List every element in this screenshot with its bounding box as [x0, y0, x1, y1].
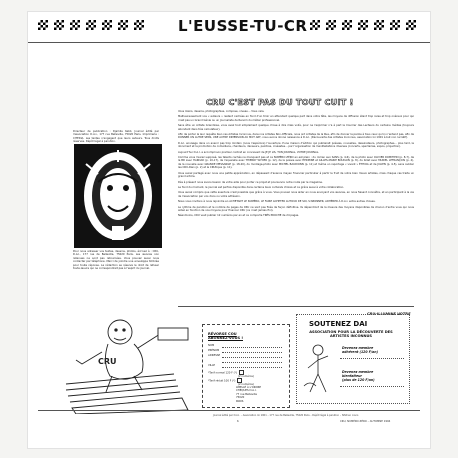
header-title: L'EUSSE-TU-CR [178, 17, 308, 35]
form-line [222, 362, 282, 363]
article-paragraph: Afin de porter la leur requête bien ces Artistes Inconnus, dans nos Artistes Non-Officiels, nous ont Artistes de la Rue, afin de donner la parole à tous ceux qu'on n'entend pas, afin de DONNER UN AUTRE SENS, UNE AUTRE DIMENSION AU MOT ART, nous avons donné naissance à D.A.I. (Découverte des Artistes Inconnus, association loi 1901 à but non lucratif). [178, 133, 414, 140]
page-number: 6 [237, 420, 239, 423]
address-field[interactable]: ADRESSE [208, 354, 221, 357]
form-line [340, 358, 404, 359]
article-paragraph: Le fond du moment, le journal est parfois disponible dans certains lieux culturels choisis et ce grâce aussi à votre collaboration. [178, 185, 345, 189]
form-line [222, 347, 282, 348]
checker-mark-left-3 [70, 20, 80, 30]
subscription-title: RÉVORSE COU ABONNEZ-VOUS ! [208, 332, 243, 341]
article-paragraph: Vous loisirs, dessins, photographies, compose, niveau... Vous cela. [178, 110, 265, 113]
article-paragraph: Nous vous invitons à nous rejoindre en ACHETANT LE NUMÉRO, LE FAIRE ACHETER AUTOUR DE SOI, S'ABONNER, ADHÉRER À D.A.I. entre autres choses. [178, 200, 376, 204]
reader-cartoon-illustration [42, 312, 202, 414]
checker-mark-right-7 [406, 20, 416, 30]
article-paragraph: Le rythme de parution et le nombre de pages de CRU ne sont pas fixés de façon définitive. Ils dépendront de la mesure des moyens disponibles de chacun d'entre vous qui nous aidez en fonction de vos moyens pour financer CRU (ce n'est jamais fini). [178, 205, 414, 212]
tariff-options: *Tarif normal 120 F (*) (2 numéros) *Tarif réduit 100 F (*) (2 numéros) [208, 370, 286, 387]
return-address: LIBELLÉ À L'ORDRE CHÈQUES D.A.I. 77 rue Belleville 75020 PARIS [236, 386, 262, 403]
footer-legal: Journal édité par D.A.I. – Association loi 1901 – 177 rue de Belleville, 75020 Paris – Dépôt légal à parution – ISSN en cours [213, 414, 359, 417]
membership-title: SOUTENEZ DAI [309, 320, 368, 328]
checker-mark-right-6 [390, 20, 400, 30]
figure-sketch-illustration [300, 342, 336, 398]
article-paragraph: Aujourd'hui D.A.I. a accompli son premier contrat en concevant de JE JE LIS, TON JOURNAL, VOTRE JOURNAL. [178, 150, 320, 154]
membership-subtitle: ASSOCIATION POUR LA DÉCOUVERTE DES ARTISTES INCONNUS [309, 330, 393, 339]
member-benefactor[interactable]: Devenez membre bienfaiteur (plus de 120 F/an) [342, 370, 375, 382]
form-line [340, 386, 404, 387]
article-subtitle: CRU C'EST PAS DU TOUT CUIT ! [206, 98, 354, 107]
footer-rule [38, 410, 420, 411]
article-paragraph: Sans être un Artiste Grandiose, vous avez tout simplement quelque chose à dire mais voilà, pour ne l'exprimer n'a à part le Courrier des Lecteurs du certaine médias (toujours abondant dans très calculateur). [178, 124, 414, 131]
tariff-reduced-option[interactable]: *Tarif réduit 100 F (*) [208, 378, 286, 383]
firstname-field[interactable]: PRÉNOM [208, 349, 220, 352]
publication-credit: Directeur de publication : Djamila Kebli, Journal édité par l'association D.A.I., 177 rue Belleville, 75020 Paris. Imprimerie : CITEDIA. Les textes n'engagent que leurs auteurs. Tous droits réservés. Dépôt légal à parution. [73, 130, 159, 144]
cru-cartoon-lettering: CRU [98, 357, 117, 366]
checker-mark-left-4 [86, 20, 96, 30]
issue-label: CRU, NUMÉRO ZÉRO – AUTOMNE 1994 [340, 420, 391, 423]
name-field[interactable]: NOM [208, 344, 215, 347]
header-rule [28, 42, 430, 43]
clown-face-illustration [74, 144, 162, 248]
form-line [222, 367, 282, 368]
tariff-normal-option[interactable]: *Tarif normal 120 F (*) [208, 370, 286, 375]
checker-mark-right [310, 20, 320, 30]
city-field[interactable]: VILLE [208, 364, 216, 367]
checker-mark-right-4 [358, 20, 368, 30]
submission-caption: Pour nous adresser vos textes, dessins, photos, écrivez à : CRU, D.A.I., 177 rue de Belleville, 75020 Paris. Les œuvres non retenues ne sont pas retournées. Vous pouvez aussi nous contacter par téléphone. Merci de joindre une enveloppe timbrée pour toute réponse. La rédaction se réserve le droit de refuser toute œuvre qui ne correspondrait pas à l'esprit du journal. [73, 250, 159, 271]
form-line [222, 352, 282, 353]
article-paragraph: D.A.I. envisage dans un avenir pas trop lointain (nous l'espérons) l'ouverture d'une maison d'édition qui publierait poésies, nouvelles, dessinateurs, photographes... plus tard, le document et la promotion de comédiens, chanteurs, danseurs, peintres, cinéastes... par l'organisation de manifestations diverses (concerts, spectacles, expos, projection). [178, 141, 414, 149]
article-signature: CRU-ILLUMINE VOTRE [367, 312, 411, 316]
article-paragraph: Comme vous l'aurez supposé, les talents cachés ne manquent pas et ce NUMÉRO ZÉRO en est plein : du roman aux SANS (p. 4-6), de la photo avec OLIVIER ROMITIERI (p. 8-7), de la BD avec HARDAD (p. 10-17), de l'aquarelle avec THIERRY WYDER (p. 12), de la poésie avec HERMINE et GILLES-MARIE BOUDAIN (p. 8), du billet avec MURIEL LEFRANÇOIS (p. 4), de la nouvelle avec GRANDE MESSANGE (p. 18-20), du montage-photo avec MICHEL BAUDIONN (p. 11) et même un reportage « vivant » ÉTHIOA et de JULIEN (p. 4-5), sans oublier les CRU-Rien (p. 2) et le CRUtique (p. 11). [178, 156, 414, 170]
checker-mark-left-6 [118, 20, 128, 30]
checker-mark-right-5 [374, 20, 384, 30]
article-rule [178, 306, 414, 307]
article-paragraph: Vous aurez compris que cette aventure n'est possible que grâce à vous. Vous pouvez nous aider en nous envoyant vos œuvres, en nous faisant connaître, et en participant à la vie de l'association par vos dons ou votre adhésion. [178, 191, 414, 198]
article-paragraph: Vous aurez partagé avec nous une petite appréciation, en dépassant d'avance mayen financier particulier à partir le fruit de votre bien mieux artistes, mais chaque cas traite un grand article. [178, 171, 414, 179]
article-body [178, 110, 414, 220]
checker-mark-left [38, 20, 48, 30]
form-line [222, 357, 282, 358]
checker-mark-right-3 [342, 20, 352, 30]
checker-mark-left-5 [102, 20, 112, 30]
article-paragraph: Dès à présent nous avons besoin de votre aide pour porter ce projet et poursuivre notre route par le magazine. [178, 180, 323, 184]
member-adherent[interactable]: Devenez membre adhérent (120 F/an) [342, 346, 378, 354]
checker-mark-left-2 [54, 20, 64, 30]
checker-mark-right-2 [326, 20, 336, 30]
article-paragraph: Malheureusement vos « auteurs » restent cachées en fond d'un tiroir en attendant quelque part dans votre tête, les moyens de diffusion étant trop rares et trop onéreux pour qui n'est pas un Grand Génie ou un Journaliste de Renom du métier professionnel. [178, 115, 414, 122]
article-paragraph: Néanmoins, CRU veut publier 12 numéros par an et ce comporte TRÈS PROCHE de 24 pages. [178, 214, 300, 218]
magazine-page [28, 12, 430, 448]
checker-mark-left-7 [134, 20, 144, 30]
